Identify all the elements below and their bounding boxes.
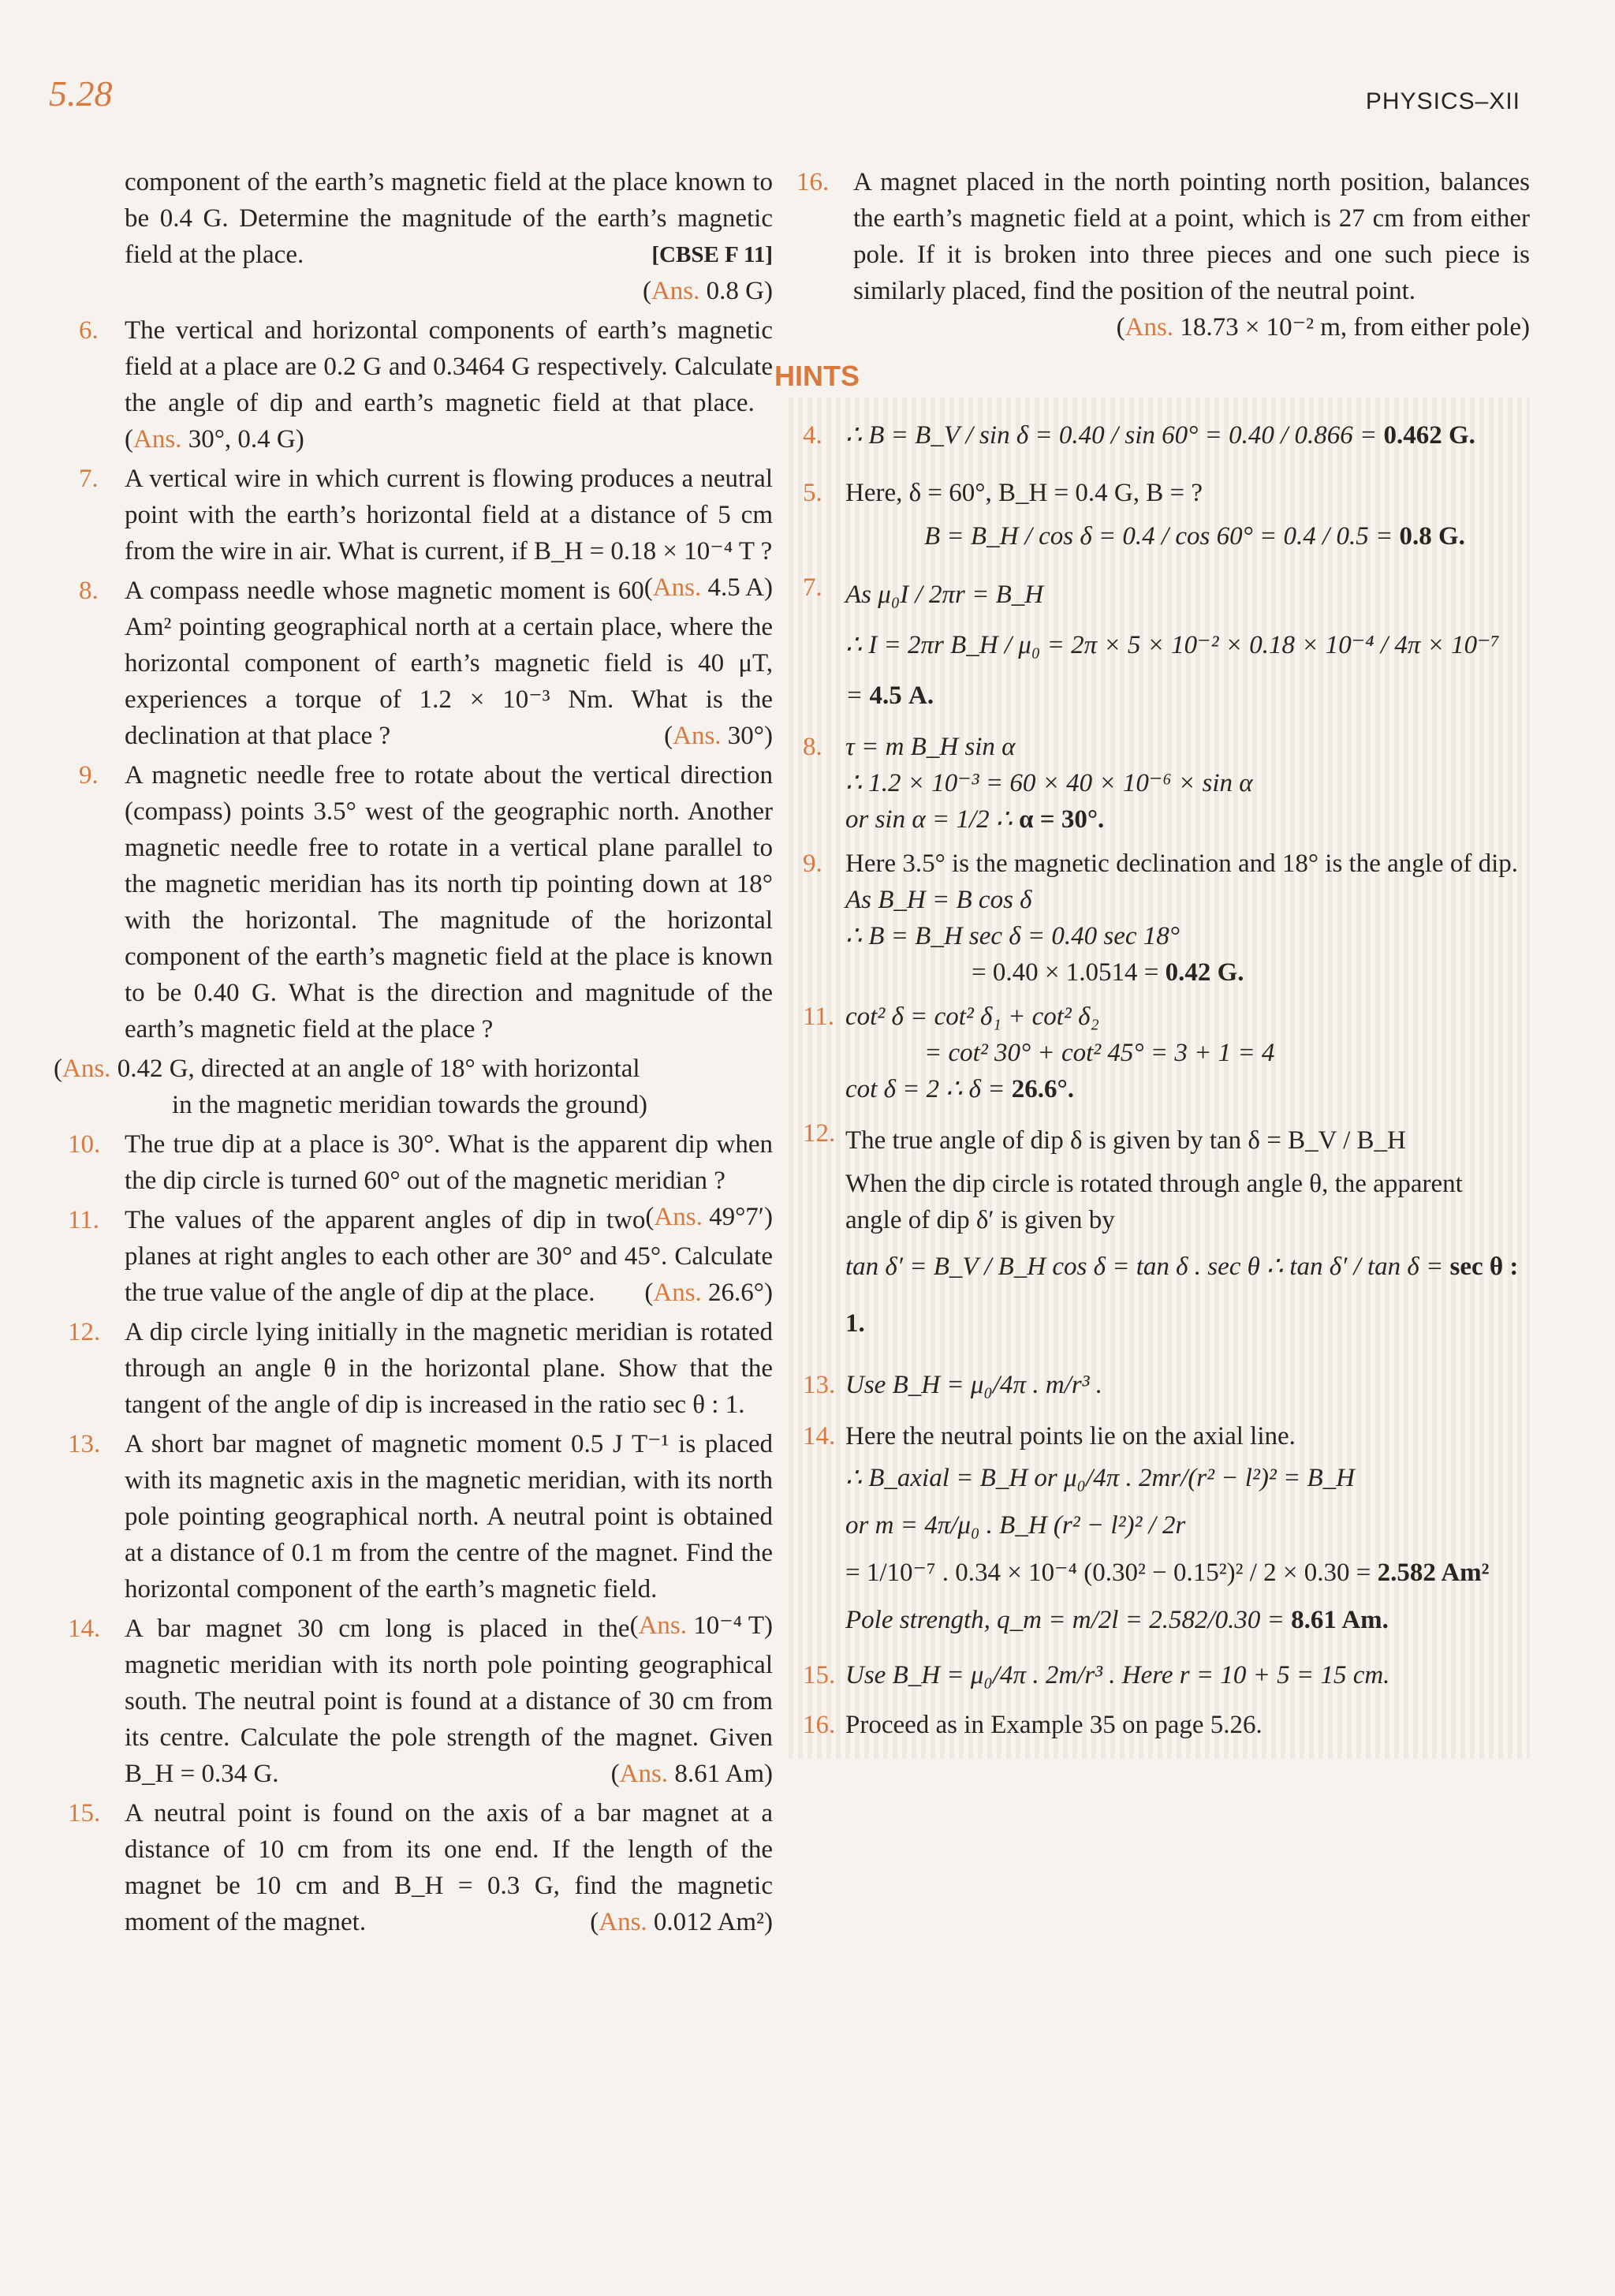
answer-value: 0.012 Am² [653, 1908, 764, 1936]
hint-number: 14. [803, 1422, 836, 1450]
question-text: A short bar magnet of magnetic moment 0.5 J T⁻¹ is placed with its magnetic axis in the magnetic meridian, with its north pole pointing geographical north. A neutral point is obtained at a distance of 0.1 m from the centre of the magnet. Find the horizontal component of the earth’s magnetic field. [125, 1430, 773, 1603]
question-number: 11. [68, 1206, 100, 1234]
answer: (Ans. 4.5 A) [643, 573, 773, 602]
question-number: 14. [68, 1615, 101, 1643]
question-5-continued [55, 164, 773, 309]
left-column [55, 164, 773, 1943]
hint-result: 0.462 G. [1383, 421, 1475, 450]
hint-number: 4. [803, 421, 822, 450]
hint-12 [800, 1115, 1522, 1352]
hint-equation: tan δ′ = B_V / B_H cos δ = tan δ . sec θ ∴ tan δ′ / tan δ = [845, 1253, 1444, 1281]
hint-result: 26.6°. [1011, 1075, 1074, 1103]
answer: (Ans. 10⁻⁴ T) [629, 1611, 773, 1640]
question-9 [55, 757, 773, 1047]
hint-4 [800, 404, 1522, 467]
answer: (Ans. 18.73 × 10⁻² m, from either pole) [1116, 313, 1530, 342]
question-text: The vertical and horizontal components of earth’s magnetic field at a place are 0.2 G and 0.3464 G respectively. Calculate the angle of dip and earth’s magnetic field at that place. [125, 316, 773, 417]
page-number: 5.28 [49, 73, 113, 114]
answer-label: Ans. [673, 722, 722, 750]
question-16 [796, 164, 1530, 345]
hints-heading: HINTS [774, 360, 860, 392]
hint-5 [800, 475, 1522, 562]
hint-line-2 [845, 511, 1522, 562]
answer-label: Ans. [652, 573, 702, 602]
right-column [774, 164, 1530, 1759]
hint-equation: B = B_H / cos δ = 0.4 / cos 60° = 0.4 / 0.5 = [924, 522, 1393, 551]
hint-line-4 [845, 1549, 1522, 1596]
hint-line: As μ₀I / 2πr = B_H [845, 581, 1044, 609]
hint-line-5 [845, 1596, 1522, 1644]
hint-line-3: or m = 4π/μ₀ . B_H (r² − l²)² / 2r [845, 1511, 1186, 1540]
answer-label: Ans. [638, 1611, 687, 1640]
hint-line: Here the neutral points lie on the axial line. [845, 1422, 1296, 1450]
answer-value: 26.6° [708, 1279, 764, 1307]
hint-number: 15. [803, 1661, 836, 1689]
hint-number: 8. [803, 733, 822, 761]
hint-result: α = 30°. [1019, 805, 1105, 834]
question-number: 6. [79, 316, 99, 345]
hint-number: 12. [803, 1119, 836, 1148]
question-number: 9. [79, 761, 99, 790]
question-number: 16. [796, 168, 830, 196]
answer: (Ans. 30°) [664, 722, 773, 750]
answer: (Ans. 0.012 Am²) [590, 1908, 773, 1936]
answer-label: Ans. [133, 425, 182, 454]
answer-line-1: 0.42 G, directed at an angle of 18° with horizontal [117, 1055, 640, 1083]
hint-8 [800, 729, 1522, 838]
answer: (Ans. 8.61 Am) [610, 1760, 773, 1788]
hint-line-2: ∴ B_axial = B_H or μ₀/4π . 2mr/(r² − l²)² = B_H [845, 1464, 1356, 1492]
hint-14 [800, 1418, 1522, 1644]
hint-line-3: ∴ B = B_H sec δ = 0.40 sec 18° [845, 922, 1180, 950]
answer-value: 8.61 Am [674, 1760, 764, 1788]
hint-result: 4.5 A. [869, 681, 934, 710]
question-number: 13. [68, 1430, 101, 1458]
hint-equation: Pole strength, q_m = m/2l = 2.582/0.30 = [845, 1606, 1285, 1634]
hint-line-3 [845, 1071, 1522, 1107]
answer: (Ans. 0.8 G) [642, 277, 773, 305]
question-number: 8. [79, 577, 99, 605]
hint-number: 13. [803, 1371, 836, 1399]
hint-number: 5. [803, 479, 822, 507]
question-6 [55, 312, 773, 457]
hint-16 [800, 1707, 1522, 1743]
hint-line-4 [845, 954, 1522, 991]
hint-9 [800, 846, 1522, 991]
question-number: 7. [79, 465, 99, 493]
question-8 [55, 573, 773, 754]
hint-number: 9. [803, 849, 822, 878]
question-number: 15. [68, 1799, 101, 1827]
hints-box [789, 398, 1530, 1759]
question-number: 12. [68, 1318, 101, 1346]
hint-line: Here 3.5° is the magnetic declination and 18° is the angle of dip. [845, 849, 1518, 878]
hint-line-2: As B_H = B cos δ [845, 886, 1032, 914]
answer-line-2: in the magnetic meridian towards the ground [172, 1091, 640, 1119]
answer-value: 4.5 A [707, 573, 764, 602]
answer-value: 49°7′ [709, 1203, 764, 1231]
question-text: A neutral point is found on the axis of a bar magnet at a distance of 10 cm from its one end. If the length of the magnet be 10 cm and B_H = 0.3 G, find the magnetic moment of the magnet. [125, 1799, 773, 1936]
hint-equation: cot δ = 2 ∴ δ = [845, 1075, 1005, 1103]
hint-result: 2.582 Am² [1377, 1559, 1490, 1587]
answer-label: Ans. [653, 1279, 702, 1307]
question-14 [55, 1611, 773, 1792]
answer-label: Ans. [654, 1203, 703, 1231]
answer-label: Ans. [599, 1908, 647, 1936]
hint-equation: ∴ B = B_V / sin δ = 0.40 / sin 60° = 0.40 / 0.866 = [845, 421, 1378, 450]
answer: (Ans. 30°, 0.4 G) [125, 389, 773, 454]
hint-line-3 [845, 1238, 1522, 1352]
question-11 [55, 1202, 773, 1311]
answer-label: Ans. [62, 1055, 111, 1083]
hint-line-2: = cot² 30° + cot² 45° = 3 + 1 = 4 [924, 1039, 1275, 1067]
question-text: A bar magnet 30 cm long is placed in the magnetic meridian with its north pole pointing geographical south. The neutral point is found at a distance of 30 cm from its centre. Calculate the pole strength of the magnet. Given B_H = 0.34 G. [125, 1615, 773, 1788]
question-7 [55, 461, 773, 602]
answer-value: 18.73 × 10⁻² m, from either pole [1180, 313, 1521, 342]
hint-line: τ = m B_H sin α [845, 733, 1016, 761]
hint-line-2: ∴ 1.2 × 10⁻³ = 60 × 40 × 10⁻⁶ × sin α [845, 769, 1253, 797]
hint-line: The true angle of dip δ is given by tan δ = B_V / B_H [845, 1126, 1406, 1155]
hint-line-2 [845, 620, 1522, 721]
hint-equation: Use B_H = μ₀/4π . 2m/r³ . Here r = 10 + 5 = 15 cm. [845, 1661, 1390, 1689]
hint-equation: Use B_H = μ₀/4π . m/r³ . [845, 1371, 1103, 1399]
hint-line-2: When the dip circle is rotated through angle θ, the apparent angle of dip δ′ is given by [845, 1170, 1463, 1234]
hint-equation: or sin α = 1/2 ∴ [845, 805, 1013, 834]
hint-line: cot² δ = cot² δ₁ + cot² δ₂ [845, 1002, 1099, 1031]
answer-label: Ans. [1125, 313, 1174, 342]
exam-tag: [CBSE F 11] [651, 242, 773, 267]
hint-number: 7. [803, 573, 822, 602]
hint-result: 0.8 G. [1399, 522, 1465, 551]
hint-result: 8.61 Am. [1291, 1606, 1389, 1634]
question-text: A magnet placed in the north pointing north position, balances the earth’s magnetic field at a point, which is 27 cm from either pole. If it is broken into three pieces and one such piece is similarly placed, find the position of the neutral point. [853, 168, 1530, 305]
question-number: 10. [68, 1130, 101, 1159]
hint-7 [800, 569, 1522, 721]
running-title: PHYSICS–XII [1365, 88, 1520, 114]
question-text: A vertical wire in which current is flowing produces a neutral point with the earth’s horizontal field at a distance of 5 cm from the wire in air. What is current, if B_H = 0.18 × 10⁻⁴ T ? [125, 465, 773, 566]
question-text: component of the earth’s magnetic field at the place known to be 0.4 G. Determine the magnitude of the earth’s magnetic field at the place. [125, 168, 773, 269]
question-text: The values of the apparent angles of dip in two planes at right angles to each other are 30° and 45°. Calculate the true value of the angle of dip at the place. [125, 1206, 773, 1307]
hint-line-3 [845, 801, 1522, 838]
question-text: The true dip at a place is 30°. What is the apparent dip when the dip circle is turned 60° out of the magnetic meridian ? [125, 1130, 773, 1195]
answer-label: Ans. [619, 1760, 669, 1788]
answer-value: 0.8 G [706, 277, 764, 305]
hint-result: 0.42 G. [1165, 958, 1244, 987]
question-15 [55, 1795, 773, 1940]
hint-line: Here, δ = 60°, B_H = 0.4 G, B = ? [845, 479, 1203, 507]
hint-11 [800, 999, 1522, 1107]
hint-number: 11. [803, 1002, 835, 1031]
question-9-answer: (Ans. 0.42 G, directed at an angle of 18° with horizontal in the magnetic meridian towards the ground) [54, 1055, 648, 1119]
answer-value: 10⁻⁴ T [693, 1611, 764, 1640]
hint-13 [800, 1360, 1522, 1410]
answer: (Ans. 26.6°) [644, 1279, 773, 1307]
question-text: A magnetic needle free to rotate about the vertical direction (compass) points 3.5° west of the geographic north. Another magnetic needle free to rotate in a vertical plane parallel to the magnetic meridian has its north tip pointing down at 18° with the horizontal. The magnitude of the horizontal component of the earth’s magnetic field at the place is known to be 0.40 G. What is the direction and magnitude of the earth’s magnetic field at the place ? [125, 761, 773, 1043]
answer: (Ans. 49°7′) [645, 1203, 773, 1231]
answer-label: Ans. [651, 277, 700, 305]
hint-text: Proceed as in Example 35 on page 5.26. [845, 1711, 1263, 1739]
answer-value: 30°, 0.4 G [188, 425, 296, 454]
hint-equation: = 1/10⁻⁷ . 0.34 × 10⁻⁴ (0.30² − 0.15²)² / 2 × 0.30 = [845, 1559, 1371, 1587]
hint-equation: ∴ I = 2πr B_H / μ₀ = 2π × 5 × 10⁻² × 0.18 × 10⁻⁴ / 4π × 10⁻⁷ = [845, 631, 1501, 710]
hint-number: 16. [803, 1711, 836, 1739]
answer-value: 30° [727, 722, 764, 750]
hint-result: sec θ : 1. [845, 1253, 1519, 1338]
question-text: A compass needle whose magnetic moment is 60 Am² pointing geographical north at a certain place, where the horizontal component of earth’s magnetic field is 40 μT, experiences a torque of 1.2 × 10⁻³ Nm. What is the declination at that place ? [125, 577, 773, 750]
question-text: A dip circle lying initially in the magnetic meridian is rotated through an angle θ in the horizontal plane. Show that the tangent of the angle of dip is increased in the ratio sec θ : 1. [125, 1318, 773, 1419]
question-12 [55, 1314, 773, 1423]
hint-15 [800, 1652, 1522, 1699]
hint-equation: = 0.40 × 1.0514 = [972, 958, 1159, 987]
